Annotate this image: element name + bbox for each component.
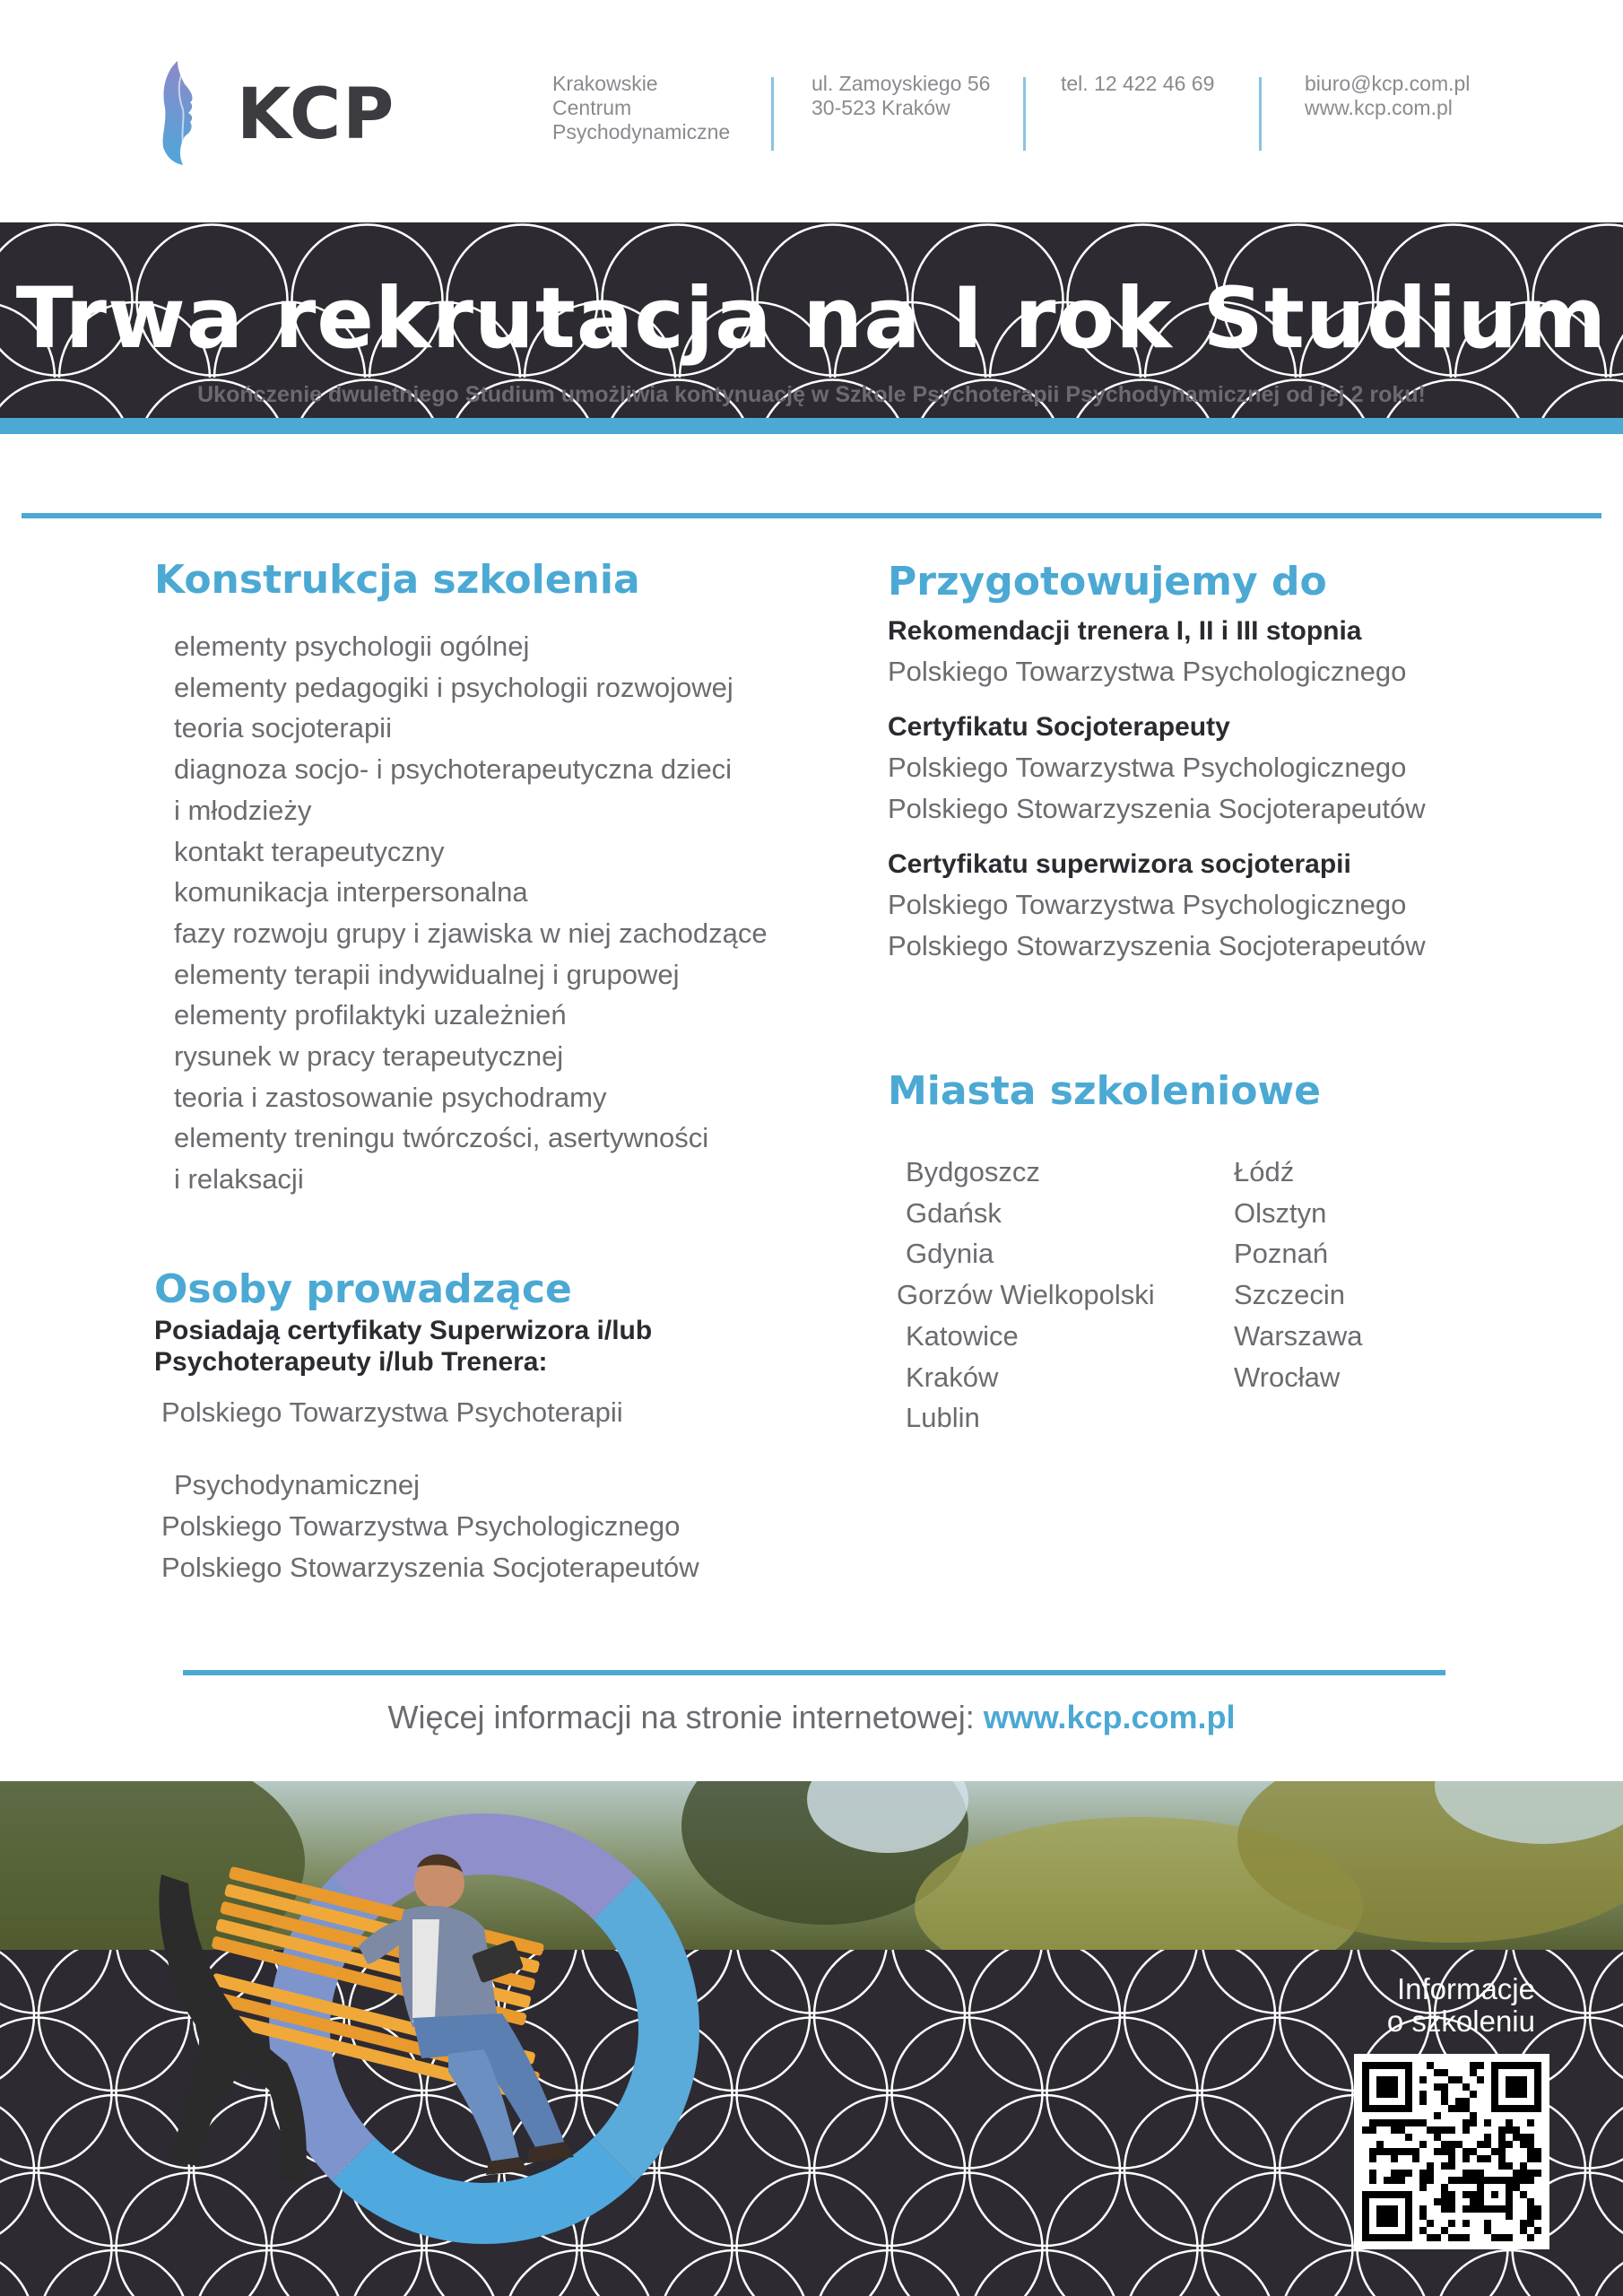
city-item: Katowice — [906, 1319, 1019, 1352]
list-item: elementy treningu twórczości, asertywności — [174, 1122, 709, 1154]
address-line: ul. Zamoyskiego 56 — [812, 72, 991, 95]
list-item: i relaksacji — [174, 1163, 304, 1196]
header-divider — [771, 77, 774, 151]
prepare-group-line: Polskiego Towarzystwa Psychologicznego — [888, 656, 1407, 687]
prepare-heading: Przygotowujemy do — [888, 559, 1327, 604]
list-item: elementy profilaktyki uzależnień — [174, 999, 567, 1031]
prepare-group-title: Certyfikatu Socjoterapeuty — [888, 712, 1230, 742]
qr-label — [1345, 1973, 1535, 2038]
city-item: Bydgoszcz — [906, 1156, 1040, 1187]
list-item: komunikacja interpersonalna — [174, 876, 528, 909]
construction-list — [174, 626, 768, 1200]
city-item: Kraków — [906, 1361, 999, 1393]
prepare-group-title: Rekomendacji trenera I, II i III stopnia — [888, 616, 1362, 646]
list-item: elementy psychologii ogólnej — [174, 631, 530, 662]
list-item: diagnoza socjo- i psychoterapeutyczna dzieci — [174, 753, 733, 786]
org-name-line: Centrum — [552, 96, 632, 119]
face-profile-icon — [158, 59, 230, 167]
org-name-line: Psychodynamiczne — [552, 120, 731, 144]
city-item: Szczecin — [1234, 1279, 1346, 1311]
contact-links — [1305, 72, 1470, 120]
prepare-group-line: Polskiego Stowarzyszenia Socjoterapeutów — [888, 930, 1426, 961]
divider-line — [22, 513, 1601, 518]
logo-text: KCP — [237, 74, 396, 155]
prepare-group-line: Polskiego Stowarzyszenia Socjoterapeutów — [888, 793, 1426, 824]
email-link[interactable]: biuro@kcp.com.pl — [1305, 72, 1471, 95]
accent-bar — [0, 418, 1623, 434]
city-item: Wrocław — [1234, 1361, 1341, 1393]
org-name-line: Krakowskie — [552, 72, 658, 95]
instructors-heading: Osoby prowadzące — [154, 1266, 572, 1312]
list-item: elementy terapii indywidualnej i grupowej — [174, 958, 680, 990]
instructors-line: Polskiego Towarzystwa Psychoterapii — [161, 1396, 623, 1428]
city-item: Łódź — [1234, 1156, 1295, 1187]
qr-label-line: o szkoleniu — [1386, 2005, 1535, 2038]
prepare-group-line: Polskiego Towarzystwa Psychologicznego — [888, 752, 1407, 783]
address-line: 30-523 Kraków — [812, 96, 950, 119]
more-info-link[interactable]: www.kcp.com.pl — [983, 1699, 1236, 1735]
header-divider — [1023, 77, 1026, 151]
hero-title: Trwa rekrutacja na I rok Studium — [15, 270, 1608, 368]
website-link[interactable]: www.kcp.com.pl — [1305, 96, 1453, 119]
city-item: Warszawa — [1234, 1319, 1363, 1352]
divider-line — [183, 1670, 1445, 1675]
city-item: Poznań — [1234, 1238, 1329, 1270]
header-divider — [1259, 77, 1262, 151]
list-item: teoria socjoterapii — [174, 712, 392, 744]
phone-text[interactable]: tel. 12 422 46 69 — [1061, 72, 1215, 95]
bench-person-illustration — [143, 1848, 646, 2224]
city-item: Olsztyn — [1234, 1196, 1327, 1229]
qr-label-line: Informacje — [1396, 1972, 1535, 2005]
list-item: kontakt terapeutyczny — [174, 835, 445, 867]
list-item: teoria i zastosowanie psychodramy — [174, 1081, 607, 1113]
cities-column-2 — [1234, 1152, 1363, 1397]
qr-code-icon[interactable] — [1354, 2054, 1549, 2249]
instructors-line: Psychodynamicznej — [174, 1469, 420, 1500]
more-info-line — [0, 1699, 1623, 1736]
city-item: Gdańsk — [906, 1196, 1002, 1229]
cities-column-1 — [897, 1152, 1155, 1439]
phone[interactable] — [1061, 72, 1214, 96]
prepare-group-title: Certyfikatu superwizora socjoterapii — [888, 849, 1351, 879]
address — [812, 72, 990, 120]
list-item: rysunek w pracy terapeutycznej — [174, 1040, 564, 1073]
instructors-bold-line: Psychoterapeuty i/lub Trenera: — [154, 1347, 548, 1377]
city-item: Gdynia — [906, 1238, 994, 1270]
hero-subtitle: Ukończenie dwuletniego Studium umożliwia kontynuację w Szkole Psychoterapii Psychodynamicznej od jej 2 roku! — [197, 382, 1426, 407]
more-info-text: Więcej informacji na stronie internetowej: — [387, 1699, 984, 1735]
cities-heading: Miasta szkoleniowe — [888, 1068, 1321, 1114]
prepare-group-line: Polskiego Towarzystwa Psychologicznego — [888, 889, 1407, 920]
list-item: i młodzieży — [174, 794, 312, 826]
construction-heading: Konstrukcja szkolenia — [154, 557, 640, 603]
list-item: elementy pedagogiki i psychologii rozwojowej — [174, 671, 733, 703]
instructors-line: Polskiego Towarzystwa Psychologicznego — [161, 1510, 681, 1542]
instructors-bold-line: Posiadają certyfikaty Superwizora i/lub — [154, 1316, 653, 1345]
city-item: Lublin — [906, 1402, 980, 1434]
list-item: fazy rozwoju grupy i zjawiska w niej zachodzące — [174, 917, 768, 949]
org-name — [552, 72, 730, 144]
city-item: Gorzów Wielkopolski — [897, 1279, 1155, 1311]
kcp-logo — [158, 59, 427, 167]
instructors-line: Polskiego Stowarzyszenia Socjoterapeutów — [161, 1552, 699, 1583]
